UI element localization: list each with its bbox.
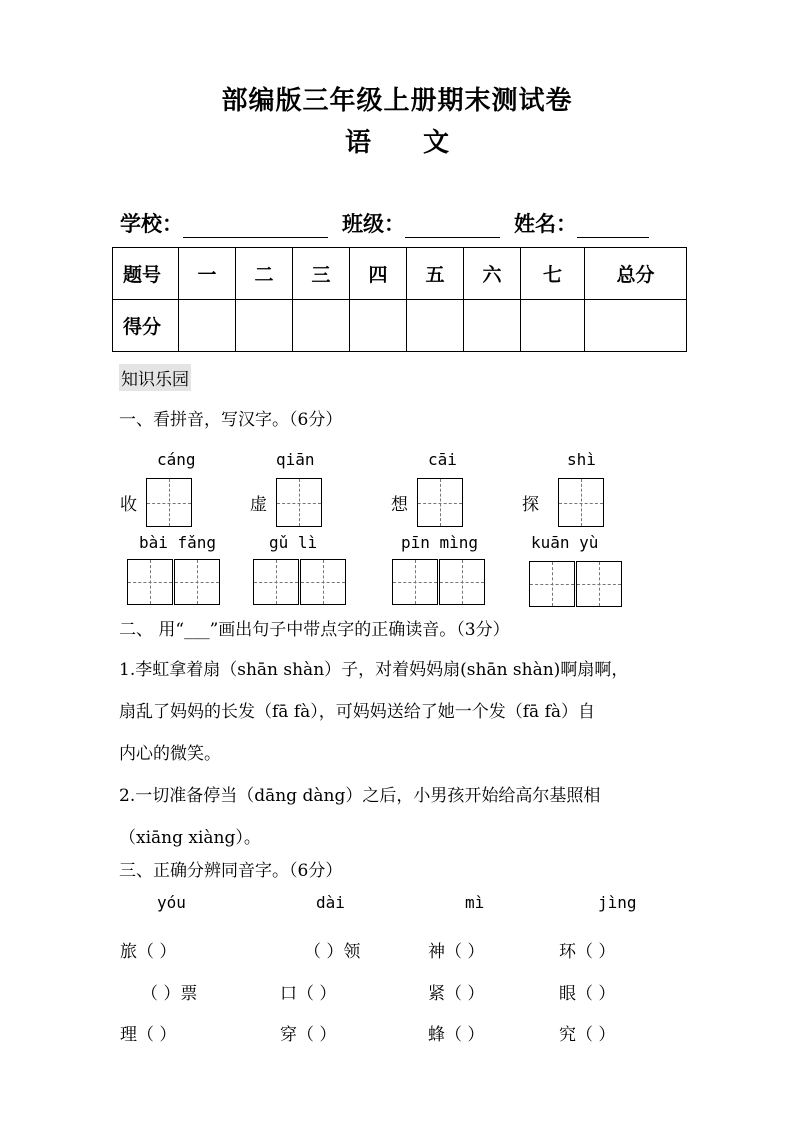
q2-line: 扇乱了妈妈的长发（fā fà），可妈妈送给了她一个发（fā fà）自 <box>119 702 596 722</box>
score-header-cell: 五 <box>407 248 464 300</box>
q3-item: 理（ ） <box>120 1025 177 1045</box>
score-input-cell[interactable] <box>179 300 236 352</box>
q1-pinyin: qiān <box>276 450 315 469</box>
score-row-label: 得分 <box>113 300 179 352</box>
score-header-cell: 三 <box>293 248 350 300</box>
writing-grid-box[interactable] <box>174 559 220 605</box>
q2-line: （xiāng xiàng）。 <box>119 828 261 848</box>
q3-heading: 三、正确分辨同音字。（6分） <box>119 861 343 881</box>
student-info-line <box>120 208 649 238</box>
writing-grid-box[interactable] <box>300 559 346 605</box>
writing-grid-box[interactable] <box>417 478 463 527</box>
writing-grid-box[interactable] <box>253 559 299 605</box>
writing-grid-box[interactable] <box>146 478 192 527</box>
writing-grid-box[interactable] <box>276 478 322 527</box>
knowledge-section-label: 知识乐园 <box>119 364 191 391</box>
score-table-score-row <box>113 300 687 352</box>
q3-pinyin: dài <box>316 893 345 912</box>
score-input-cell[interactable] <box>236 300 293 352</box>
writing-grid-box[interactable] <box>127 559 173 605</box>
q3-item: （ ）领 <box>304 942 361 962</box>
score-input-cell[interactable] <box>350 300 407 352</box>
q3-item: 神（ ） <box>428 942 485 962</box>
q1-pinyin: gǔ lì <box>269 533 318 552</box>
writing-grid-box[interactable] <box>439 559 485 605</box>
q1-pinyin: cáng <box>157 450 196 469</box>
q2-heading: 二、 用“___”画出句子中带点字的正确读音。（3分） <box>119 620 510 640</box>
q2-line: 2.一切准备停当（dāng dàng）之后，小男孩开始给高尔基照相 <box>119 786 601 806</box>
subject-char-1: 语 <box>344 128 371 158</box>
q3-item: 究（ ） <box>559 1025 616 1045</box>
writing-grid-box[interactable] <box>392 559 438 605</box>
exam-subject <box>0 122 794 159</box>
score-header-cell: 题号 <box>113 248 179 300</box>
q3-item: 旅（ ） <box>120 942 177 962</box>
q1-pinyin: bài fǎng <box>139 533 217 552</box>
q2-line: 内心的微笑。 <box>119 744 221 764</box>
q3-pinyin: mì <box>465 893 485 912</box>
class-field[interactable] <box>405 215 500 238</box>
score-header-cell: 一 <box>179 248 236 300</box>
q3-item: 蜂（ ） <box>428 1025 485 1045</box>
score-header-cell: 四 <box>350 248 407 300</box>
q1-pinyin: pīn mìng <box>401 533 479 552</box>
q1-given-char: 想 <box>391 495 408 515</box>
score-header-cell: 总分 <box>585 248 687 300</box>
school-field[interactable] <box>183 215 328 238</box>
score-header-cell: 六 <box>464 248 521 300</box>
q3-item: （ ）票 <box>141 984 198 1004</box>
q3-pinyin: jìng <box>598 893 637 912</box>
score-input-cell[interactable] <box>585 300 687 352</box>
q1-pinyin: cāi <box>428 450 457 469</box>
score-header-cell: 七 <box>521 248 585 300</box>
writing-grid-box[interactable] <box>529 561 575 607</box>
q2-line: 1.李虹拿着扇（shān shàn）子，对着妈妈扇(shān shàn)啊扇啊， <box>119 660 629 680</box>
exam-title: 部编版三年级上册期末测试卷 <box>221 86 573 116</box>
q3-item: 环（ ） <box>559 942 616 962</box>
q1-given-char: 虚 <box>250 495 267 515</box>
score-input-cell[interactable] <box>464 300 521 352</box>
class-label: 班级： <box>342 211 405 236</box>
name-label: 姓名： <box>514 211 577 236</box>
q3-item: 穿（ ） <box>280 1025 337 1045</box>
q3-item: 眼（ ） <box>559 984 616 1004</box>
writing-grid-box[interactable] <box>576 561 622 607</box>
q1-given-char: 收 <box>120 495 137 515</box>
q1-pinyin: kuān yù <box>531 533 599 552</box>
name-field[interactable] <box>577 215 649 238</box>
score-input-cell[interactable] <box>293 300 350 352</box>
q1-given-char: 探 <box>522 495 539 515</box>
q1-heading: 一、看拼音，写汉字。（6分） <box>119 410 343 430</box>
writing-grid-box[interactable] <box>558 478 604 527</box>
score-input-cell[interactable] <box>521 300 585 352</box>
score-table-header-row <box>113 248 687 300</box>
score-input-cell[interactable] <box>407 300 464 352</box>
score-table <box>112 247 687 352</box>
q3-item: 口（ ） <box>280 984 337 1004</box>
q1-pinyin: shì <box>567 450 596 469</box>
school-label: 学校： <box>120 211 183 236</box>
q3-item: 紧（ ） <box>428 984 485 1004</box>
subject-char-2: 文 <box>423 128 450 158</box>
score-header-cell: 二 <box>236 248 293 300</box>
q3-pinyin: yóu <box>157 893 186 912</box>
